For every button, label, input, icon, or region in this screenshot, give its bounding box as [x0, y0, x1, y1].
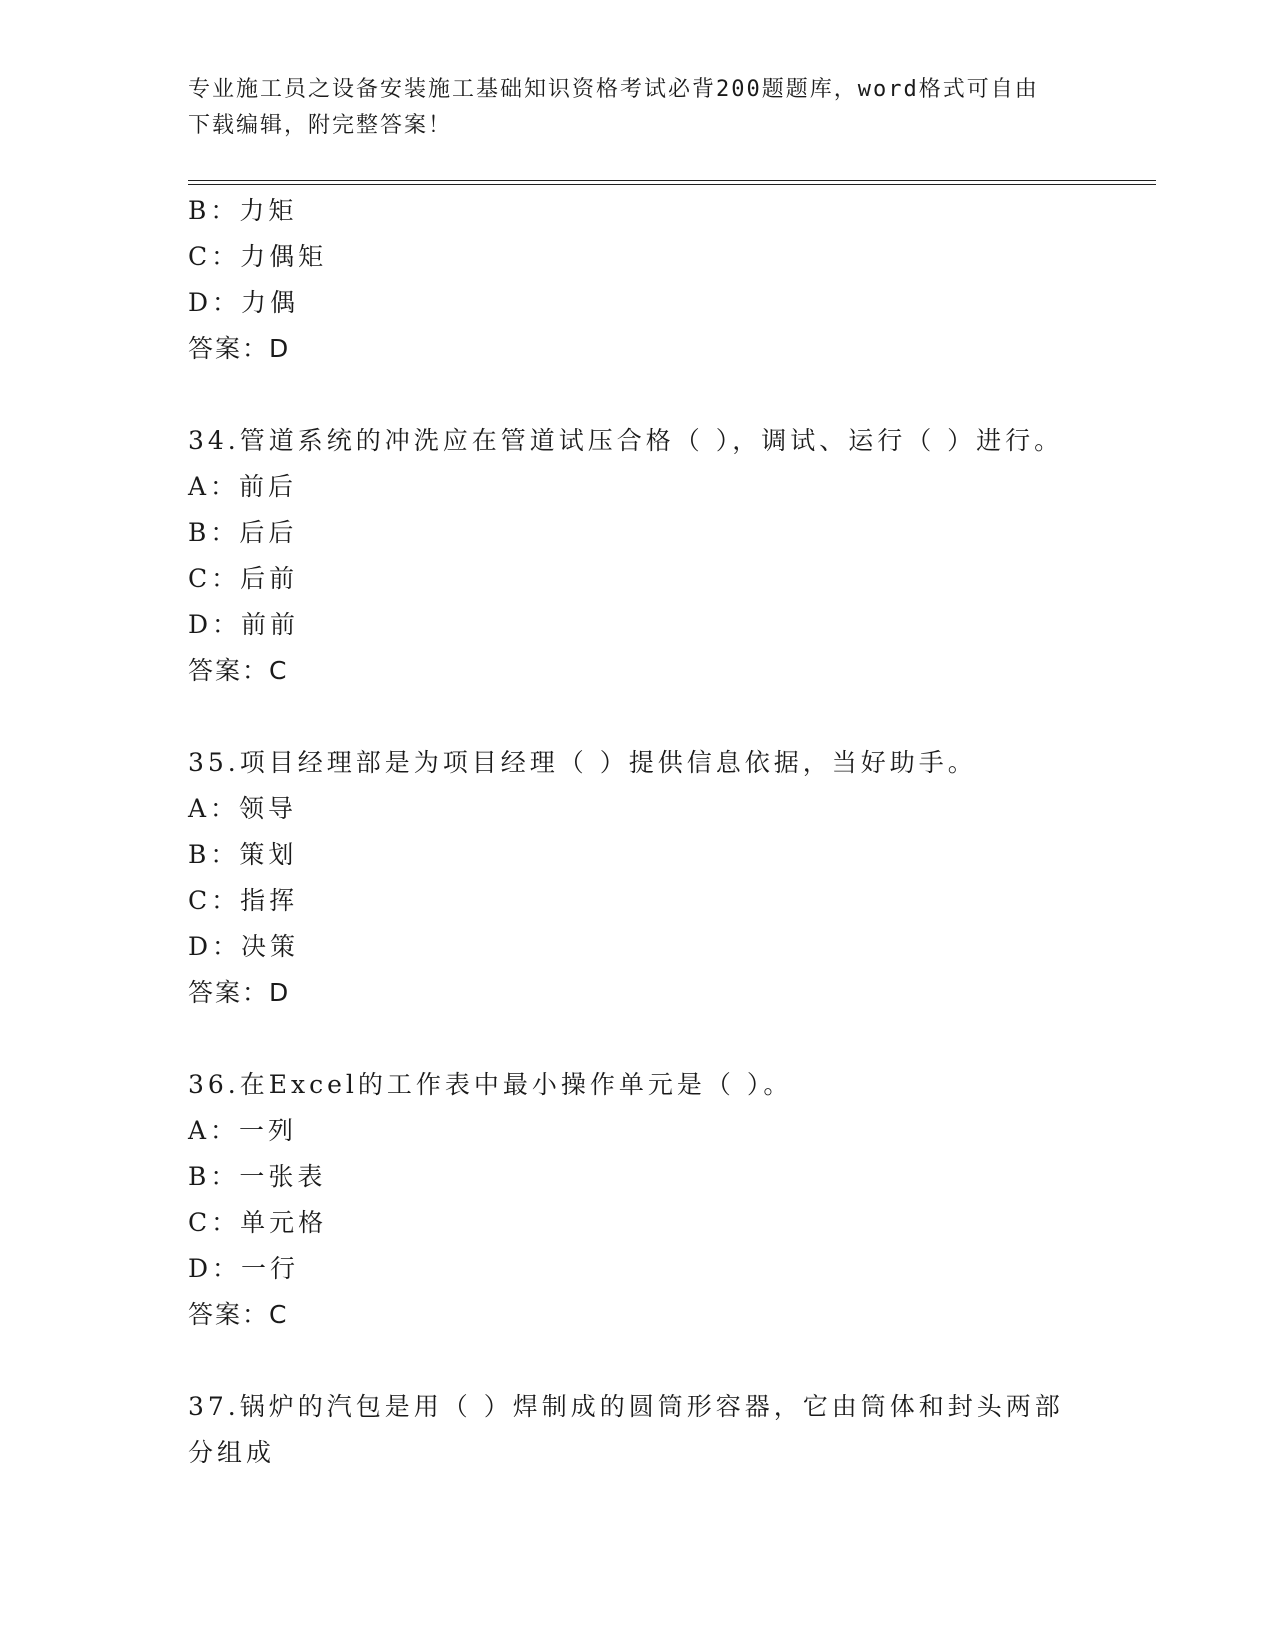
option-c: C：单元格 [188, 1208, 328, 1237]
answer-line: 答案：C [188, 656, 289, 685]
option-b: B：后后 [188, 518, 298, 547]
question-item [188, 1384, 1088, 1476]
header-line-1: 专业施工员之设备安装施工基础知识资格考试必背200题题库，word格式可自由 [188, 77, 1039, 102]
option-c: C：后前 [188, 564, 299, 593]
option-a: A：前后 [188, 472, 298, 501]
header-divider [188, 180, 1156, 181]
question-text: 37.锅炉的汽包是用（ ）焊制成的圆筒形容器，它由筒体和封头两部分组成 [188, 1392, 1064, 1467]
option-d: D：一行 [188, 1254, 300, 1283]
question-item [188, 740, 1088, 1016]
option-b: B：一张表 [188, 1162, 327, 1191]
header-divider-thin [188, 184, 1156, 185]
question-list [188, 188, 1088, 1476]
answer-line: 答案：D [188, 978, 291, 1007]
header-line-2: 下载编辑，附完整答案！ [188, 113, 453, 138]
question-carryover [188, 188, 1088, 372]
option-c: C：指挥 [188, 886, 299, 915]
question-text: 36.在Excel的工作表中最小操作单元是（ ）。 [188, 1070, 793, 1099]
option-c: C：力偶矩 [188, 242, 328, 271]
answer-line: 答案：D [188, 334, 291, 363]
option-d: D：力偶 [188, 288, 300, 317]
question-text: 35.项目经理部是为项目经理（ ）提供信息依据，当好助手。 [188, 748, 977, 777]
option-a: A：领导 [188, 794, 298, 823]
document-header [188, 72, 1068, 144]
question-text: 34.管道系统的冲洗应在管道试压合格（ ），调试、运行（ ）进行。 [188, 426, 1064, 455]
question-item [188, 418, 1088, 694]
option-d: D：决策 [188, 932, 300, 961]
option-b: B：力矩 [188, 196, 298, 225]
answer-line: 答案：C [188, 1300, 289, 1329]
option-a: A：一列 [188, 1116, 298, 1145]
question-item [188, 1062, 1088, 1338]
option-d: D：前前 [188, 610, 300, 639]
option-b: B：策划 [188, 840, 298, 869]
